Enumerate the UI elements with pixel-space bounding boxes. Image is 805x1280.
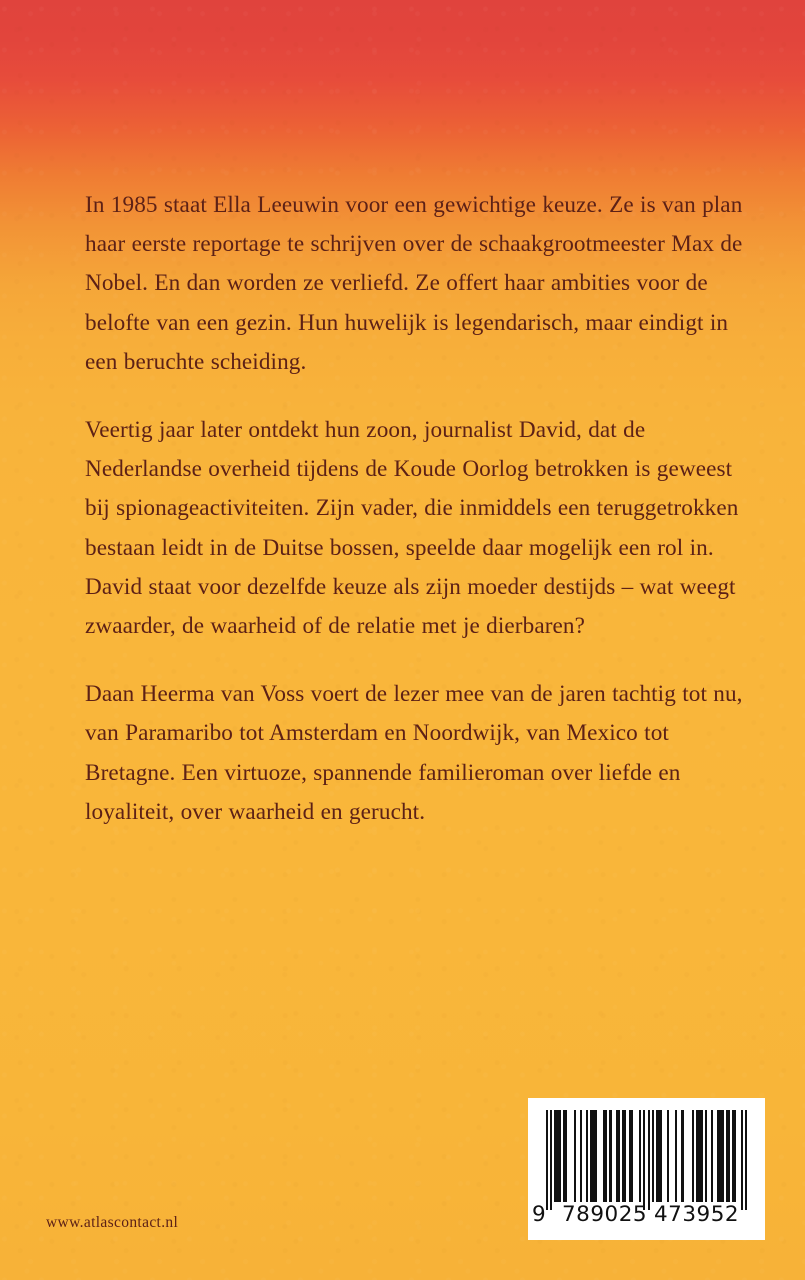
- barcode-bar: [554, 1110, 560, 1202]
- barcode: [532, 1110, 747, 1228]
- barcode-bar: [603, 1110, 607, 1202]
- barcode-bar: [643, 1110, 645, 1210]
- barcode-bars: [546, 1110, 747, 1202]
- blurb-text-block: [85, 186, 745, 832]
- barcode-bar: [696, 1110, 702, 1202]
- barcode-bar: [745, 1110, 747, 1210]
- barcode-lead-digit: 9: [532, 1202, 547, 1227]
- barcode-bar: [675, 1110, 677, 1202]
- barcode-bar: [609, 1110, 611, 1202]
- barcode-panel: [528, 1098, 765, 1240]
- barcode-left-group: 789025: [562, 1202, 648, 1227]
- barcode-bar: [574, 1110, 576, 1202]
- barcode-bar: [546, 1110, 548, 1210]
- barcode-bar: [580, 1110, 582, 1202]
- barcode-bar: [639, 1110, 641, 1202]
- barcode-bar: [616, 1110, 620, 1202]
- blurb-paragraph-3: Daan Heerma van Voss voert de lezer mee van de jaren tachtig tot nu, van Paramaribo tot Amsterdam en Noordwijk, van Mexico tot Bretagne. Een virtuoze, spannende familieroman over liefde en loyaliteit, over waarheid en gerucht.: [85, 681, 743, 825]
- barcode-bar: [741, 1110, 743, 1210]
- barcode-bar: [692, 1110, 694, 1202]
- blurb-paragraph-2: Veertig jaar later ontdekt hun zoon, journalist David, dat de Nederlandse overheid tijdens de Koude Oorlog betrokken is geweest bij spionageactiviteiten. Zijn vader, die inmiddels een teruggetrokken bestaan leidt in de Duitse bossen, speelde daar mogelijk een rol in. David staat voor dezelfde keuze als zijn moeder destijds – wat weegt zwaarder, de waarheid of de relatie met je dierbaren?: [85, 417, 739, 640]
- barcode-bar: [705, 1110, 707, 1202]
- barcode-bar: [563, 1110, 567, 1202]
- barcode-bar: [656, 1110, 662, 1202]
- barcode-bar: [586, 1110, 588, 1202]
- blurb-paragraph-1: In 1985 staat Ella Leeuwin voor een gewichtige keuze. Ze is van plan haar eerste reportage te schrijven over de schaakgrootmeester Max de Nobel. En dan worden ze verliefd. Ze offert haar ambities voor de belofte van een gezin. Hun huwelijk is legendarisch, maar eindigt in een beruchte scheiding.: [85, 192, 743, 375]
- barcode-right-group: 473952: [654, 1202, 740, 1227]
- barcode-bar: [667, 1110, 669, 1202]
- barcode-bar: [652, 1110, 654, 1202]
- barcode-bar: [717, 1110, 723, 1202]
- barcode-digits: [532, 1202, 747, 1228]
- barcode-bar: [629, 1110, 633, 1202]
- barcode-bar: [590, 1110, 596, 1202]
- barcode-bar: [711, 1110, 713, 1202]
- barcode-bar: [681, 1110, 683, 1202]
- barcode-bar: [648, 1110, 650, 1210]
- barcode-bar: [732, 1110, 736, 1202]
- barcode-bar: [550, 1110, 552, 1210]
- publisher-website: www.atlascontact.nl: [46, 1214, 179, 1231]
- barcode-bar: [622, 1110, 626, 1202]
- barcode-bar: [726, 1110, 730, 1202]
